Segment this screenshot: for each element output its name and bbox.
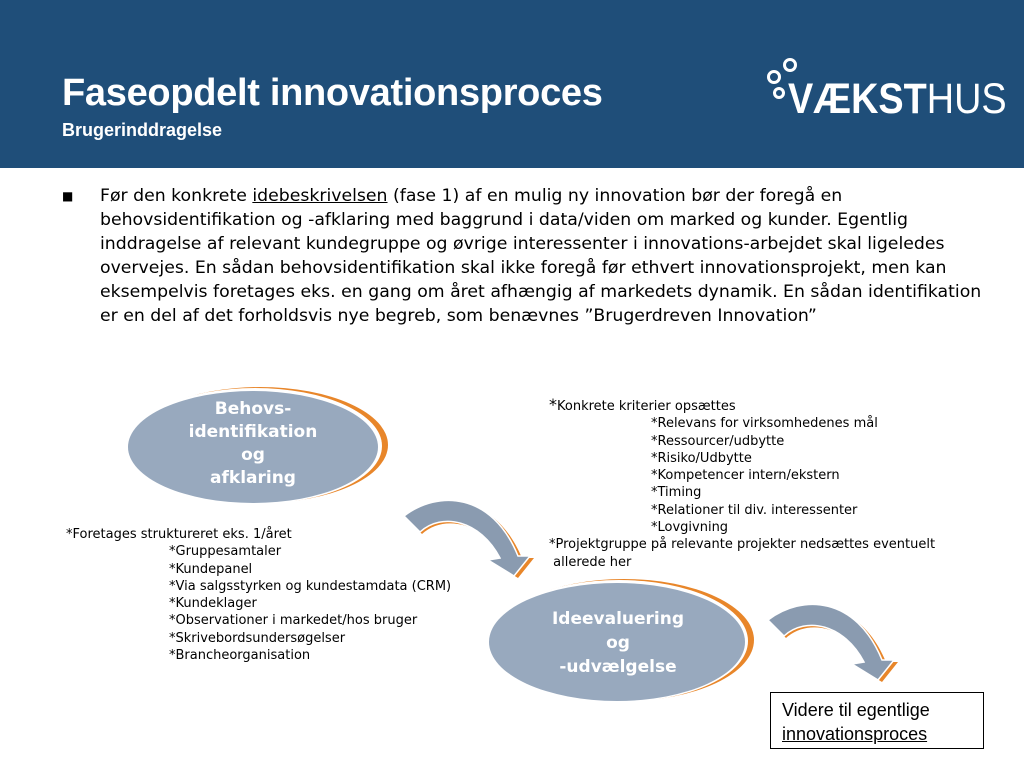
intro-after-link: (fase 1) af en mulig ny innovation bør der foregå en behovsidentifikation og -afklaring med baggrund i data/viden om marked og kunder. Egentlig inddragelse af relevant kundegruppe og øvrige interessenter i innovations-arbejdet skal ligeledes overvejes. En sådan behovsidentifikation skal ikke foregå før ethvert innovationsprojekt, men kan eksempelvis foretages eks. en gang om året afhængig af markedets dynamik. En sådan identifikation er en del af det forholdsvis nye begreb, som benævnes ”Brugerdreven Innovation”	[100, 186, 982, 326]
criteria-footer: *Projektgruppe på relevante projekter nedsættes eventuelt	[549, 537, 936, 553]
phase1-line: identifikation	[188, 422, 318, 442]
idebeskrivelsen-link[interactable]: idebeskrivelsen	[252, 186, 388, 206]
curved-arrow-2-icon	[764, 592, 914, 684]
intro-bullet	[62, 184, 982, 328]
next-step-box	[770, 692, 984, 749]
methods-item: *Skrivebordsundersøgelser	[169, 630, 346, 646]
methods-item: *Observationer i markedet/hos bruger	[169, 613, 418, 629]
next-step-text: Videre til egentlige	[782, 700, 930, 720]
criteria-heading-text: Konkrete kriterier opsættes	[557, 399, 736, 414]
phase1-line: afklaring	[210, 468, 296, 488]
phase1-line: og	[241, 445, 265, 465]
page-title: Faseopdelt innovationsproces	[62, 72, 603, 114]
phase2-line: -udvælgelse	[559, 657, 677, 677]
criteria-item: *Risiko/Udbytte	[651, 450, 752, 466]
phase1-label	[120, 398, 386, 490]
phase2-oval	[482, 576, 760, 706]
square-bullet-icon: ■	[62, 189, 74, 203]
phase2-line: og	[606, 633, 630, 653]
header-band	[0, 0, 1024, 168]
criteria-item: *Ressourcer/udbytte	[651, 433, 785, 449]
methods-item: *Brancheorganisation	[169, 648, 311, 664]
methods-item: *Kundeklager	[169, 596, 257, 612]
criteria-heading	[549, 396, 935, 415]
logo-brand-bold: VÆKST	[788, 75, 927, 123]
criteria-item: *Relevans for virksomhedenes mål	[651, 416, 878, 432]
phase2-line: Ideevaluering	[551, 609, 685, 629]
intro-paragraph	[100, 184, 982, 328]
logo-wordmark	[788, 75, 1007, 123]
intro-before-link: Før den konkrete	[100, 186, 253, 206]
criteria-list	[549, 396, 935, 571]
criteria-item: *Timing	[651, 485, 702, 501]
methods-item: *Via salgsstyrken og kundestamdata (CRM)	[169, 578, 452, 594]
methods-item: *Gruppesamtaler	[169, 544, 282, 560]
criteria-item: *Kompetencer intern/ekstern	[651, 468, 840, 484]
page-subtitle: Brugerinddragelse	[62, 120, 223, 140]
methods-list	[66, 526, 451, 664]
phase2-label	[482, 607, 754, 679]
logo-brand-light: HUS	[926, 75, 1007, 123]
criteria-star: *	[549, 395, 557, 414]
vaeksthus-logo	[762, 56, 1007, 128]
phase1-oval	[120, 384, 392, 508]
methods-item: *Kundepanel	[169, 561, 253, 577]
criteria-footer-cont: allerede her	[549, 554, 632, 570]
innovationsproces-link[interactable]: innovationsproces	[782, 724, 928, 744]
criteria-item: *Relationer til div. interessenter	[651, 502, 858, 518]
methods-heading: *Foretages struktureret eks. 1/året	[66, 527, 292, 542]
phase1-line: Behovs-	[214, 399, 292, 419]
criteria-item: *Lovgivning	[651, 520, 729, 536]
